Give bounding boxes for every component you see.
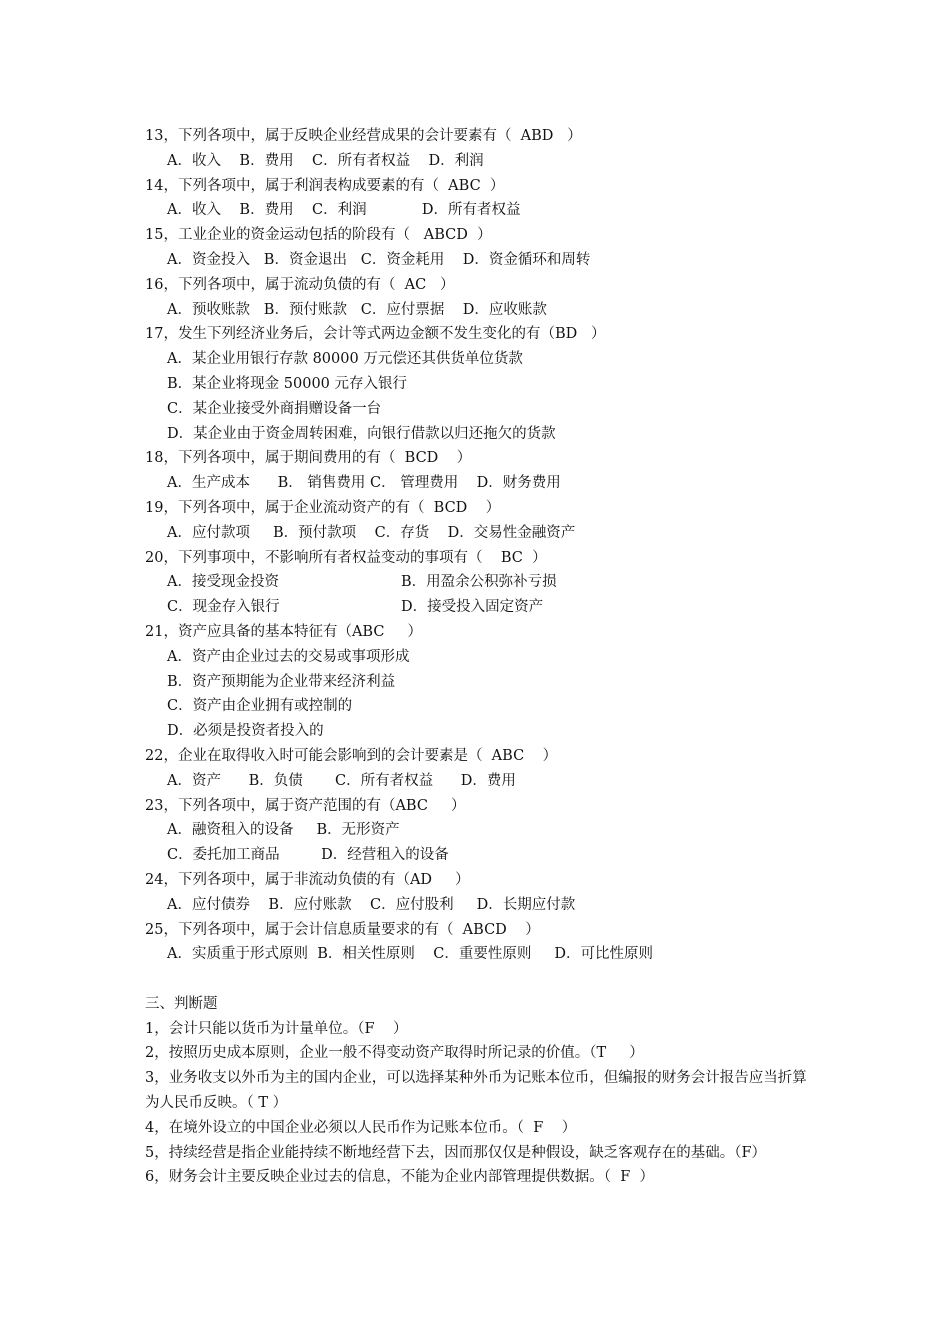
question-20-option-d: D．接受投入固定资产: [401, 599, 544, 616]
question-17-option-b: B．某企业将现金 50000 元存入银行: [167, 375, 407, 392]
question-19: 19，下列各项中，属于企业流动资产的有（ BCD ）: [145, 499, 501, 516]
question-23-options-row-1: A．融资租入的设备 B．无形资产: [167, 822, 400, 839]
question-21-option-b: B．资产预期能为企业带来经济利益: [167, 673, 396, 690]
question-17-option-a: A．某企业用银行存款 80000 万元偿还其供货单位货款: [167, 351, 523, 368]
question-16-options: A．预收账款 B．预付账款 C．应付票据 D．应收账款: [167, 301, 547, 318]
question-13: 13，下列各项中，属于反映企业经营成果的会计要素有（ ABD ）: [145, 128, 582, 144]
question-25: 25，下列各项中，属于会计信息质量要求的有（ ABCD ）: [145, 921, 540, 938]
tf-question-1: 1，会计只能以货币为计量单位。（F ）: [145, 1020, 408, 1037]
question-16: 16，下列各项中，属于流动负债的有（ AC ）: [145, 276, 455, 293]
question-24: 24，下列各项中，属于非流动负债的有（AD ）: [145, 871, 470, 888]
question-21-option-d: D．必须是投资者投入的: [167, 723, 324, 740]
question-20-option-c: C．现金存入银行: [167, 599, 280, 616]
question-17-option-c: C．某企业接受外商捐赠设备一台: [167, 400, 382, 417]
tf-question-2: 2，按照历史成本原则，企业一般不得变动资产取得时所记录的价值。（T ）: [145, 1045, 644, 1062]
question-20: 20，下列事项中，不影响所有者权益变动的事项有（ BC ）: [145, 549, 547, 566]
question-19-options: A．应付款项 B．预付款项 C．存货 D．交易性金融资产: [167, 524, 576, 541]
question-21: 21，资产应具备的基本特征有（ABC ）: [145, 623, 422, 640]
question-13-options: A．收入 B．费用 C．所有者权益 D．利润: [167, 152, 484, 169]
question-20-option-b: B．用盈余公积弥补亏损: [401, 574, 557, 591]
question-22-options: A．资产 B．负债 C．所有者权益 D．费用: [167, 772, 516, 789]
tf-question-4: 4，在境外设立的中国企业必须以人民币作为记账本位币。（ F ）: [145, 1119, 577, 1136]
tf-question-5: 5，持续经营是指企业能持续不断地经营下去，因而那仅仅是种假设，缺乏客观存在的基础。（F）: [145, 1144, 767, 1161]
question-17: 17，发生下列经济业务后，会计等式两边金额不发生变化的有（BD ）: [145, 326, 606, 343]
section-spacer: [145, 967, 810, 992]
question-18: 18，下列各项中，属于期间费用的有（ BCD ）: [145, 450, 472, 467]
question-22: 22，企业在取得收入时可能会影响到的会计要素是（ ABC ）: [145, 747, 558, 764]
question-15: 15，工业企业的资金运动包括的阶段有（ ABCD ）: [145, 227, 492, 244]
question-24-options: A．应付债券 B．应付账款 C．应付股利 D．长期应付款: [167, 896, 576, 913]
question-25-options: A．实质重于形式原则 B．相关性原则 C．重要性原则 D．可比性原则: [167, 946, 654, 963]
question-14-options: A．收入 B．费用 C．利润 D．所有者权益: [167, 202, 521, 219]
document-content: [145, 124, 810, 1190]
question-18-options: A．生产成本 B． 销售费用 C． 管理费用 D．财务费用: [167, 475, 561, 492]
tf-question-6: 6，财务会计主要反映企业过去的信息，不能为企业内部管理提供数据。（ F ）: [145, 1169, 654, 1186]
tf-question-3: 3，业务收支以外币为主的国内企业，可以选择某种外币为记账本位币，但编报的财务会计报告应当折算为人民币反映。（ T ）: [145, 1070, 807, 1112]
question-23: 23，下列各项中，属于资产范围的有（ABC ）: [145, 797, 466, 814]
question-14: 14，下列各项中，属于利润表构成要素的有（ ABC ）: [145, 177, 505, 194]
question-17-option-d: D．某企业由于资金周转困难，向银行借款以归还拖欠的货款: [167, 425, 556, 442]
question-20-options-row-1: [145, 570, 810, 595]
section-title: 三、判断题: [145, 995, 218, 1012]
question-20-options-row-2: [145, 595, 810, 620]
question-23-options-row-2: C．委托加工商品 D．经营租入的设备: [167, 847, 449, 864]
question-21-option-c: C．资产由企业拥有或控制的: [167, 698, 353, 715]
question-15-options: A．资金投入 B．资金退出 C．资金耗用 D．资金循环和周转: [167, 251, 591, 268]
question-20-option-a: A．接受现金投资: [167, 574, 279, 591]
question-21-option-a: A．资产由企业过去的交易或事项形成: [167, 648, 410, 665]
